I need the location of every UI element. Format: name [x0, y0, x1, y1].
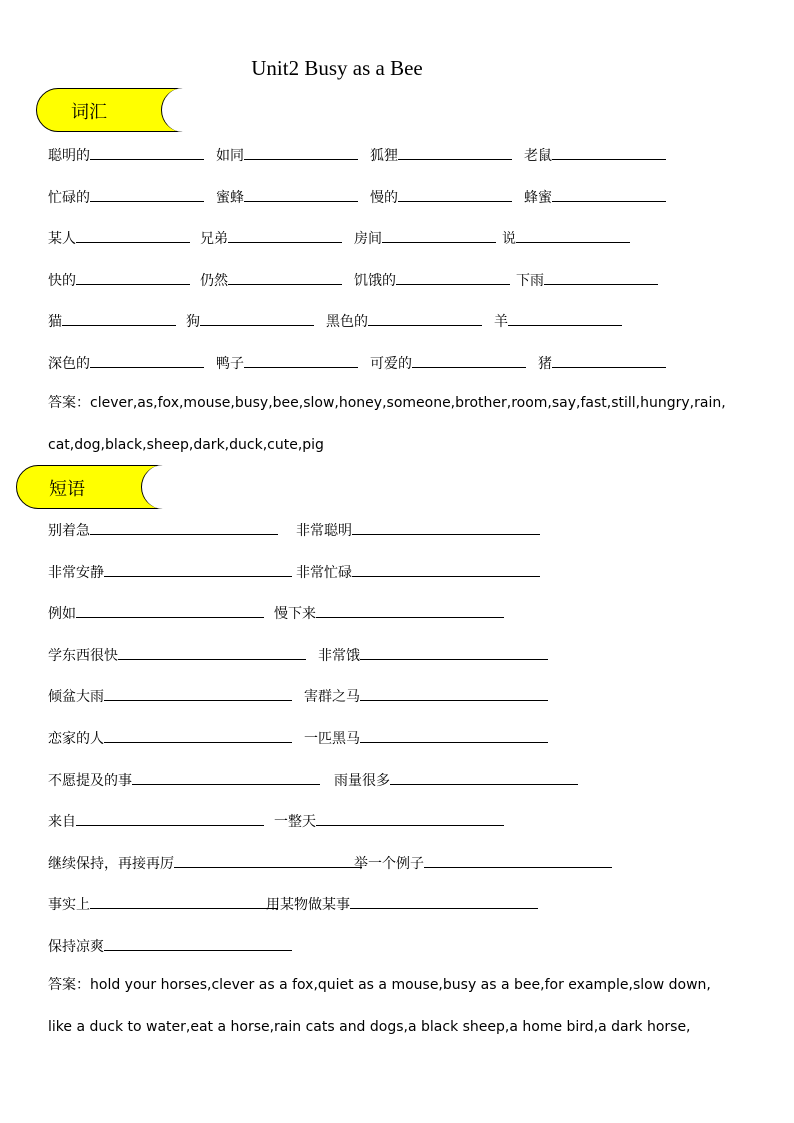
vocab-section-title: 词汇: [71, 102, 107, 123]
answer-blank[interactable]: [382, 228, 496, 243]
page-title: Unit2 Busy as a Bee: [251, 56, 423, 80]
phrases-prompt: 保持凉爽: [48, 939, 104, 955]
phrases-prompt: 用某物做某事: [266, 897, 350, 914]
phrases-prompt: 来自: [48, 814, 76, 831]
phrases-item: [354, 853, 612, 873]
vocab-item: [200, 228, 342, 248]
vocab-item: [216, 187, 358, 207]
answer-blank[interactable]: [62, 311, 176, 326]
answer-blank[interactable]: [368, 311, 482, 326]
vocab-item: [516, 270, 658, 290]
vocab-prompt: 羊: [494, 314, 508, 331]
vocab-prompt: 房间: [354, 231, 382, 248]
phrases-item: [48, 603, 264, 623]
vocab-prompt: 蜜蜂: [216, 189, 244, 206]
answer-blank[interactable]: [118, 645, 306, 660]
phrases-prompt: 倾盆大雨: [48, 689, 104, 706]
phrases-item: [304, 728, 548, 748]
phrases-item: [266, 894, 538, 914]
vocab-prompt: 狐狸: [370, 148, 398, 164]
answer-blank[interactable]: [360, 645, 548, 660]
phrases-item: [296, 520, 540, 540]
vocab-prompt: 忙碌的: [48, 189, 90, 206]
vocab-prompt: 猫: [48, 314, 62, 331]
answer-blank[interactable]: [244, 145, 358, 160]
vocab-item: [186, 311, 314, 331]
vocab-item: [370, 145, 512, 165]
phrases-prompt: 非常忙碌: [296, 564, 352, 581]
answer-blank[interactable]: [360, 686, 548, 701]
phrases-answer-line-2: like a duck to water,eat a horse,rain cats and dogs,a black sheep,a home bird,a dark horse,: [48, 1019, 691, 1035]
phrases-prompt: 雨量很多: [334, 772, 390, 789]
vocab-section-banner: [36, 88, 182, 132]
phrases-prompt: 别着急: [48, 523, 90, 539]
vocab-item: [48, 228, 190, 248]
phrases-prompt: 慢下来: [274, 606, 316, 623]
answer-blank[interactable]: [104, 562, 292, 577]
vocab-item: [200, 270, 342, 290]
vocab-prompt: 如同: [216, 148, 244, 164]
phrases-prompt: 一匹黑马: [304, 731, 360, 747]
answer-blank[interactable]: [316, 811, 504, 826]
answer-blank[interactable]: [508, 311, 622, 326]
vocab-item: [524, 187, 666, 207]
answer-blank[interactable]: [90, 894, 278, 909]
answer-blank[interactable]: [228, 228, 342, 243]
phrases-answer-line-1: 答案：hold your horses,clever as a fox,quiet as a mouse,busy as a bee,for example,slow down,: [48, 977, 711, 993]
vocab-item: [370, 187, 512, 207]
answer-blank[interactable]: [398, 145, 512, 160]
vocab-item: [48, 311, 176, 331]
vocab-prompt: 鸭子: [216, 356, 244, 372]
answer-blank[interactable]: [390, 770, 578, 785]
answer-blank[interactable]: [398, 187, 512, 202]
phrases-prompt: 学东西很快: [48, 647, 118, 664]
answer-blank[interactable]: [412, 353, 526, 368]
vocab-prompt: 说: [502, 231, 516, 248]
vocab-item: [326, 311, 482, 331]
answer-blank[interactable]: [316, 603, 504, 618]
phrases-prompt: 一整天: [274, 814, 316, 831]
vocab-answer-line-2: cat,dog,black,sheep,dark,duck,cute,pig: [48, 437, 324, 453]
vocab-item: [48, 270, 190, 290]
phrases-prompt: 非常安静: [48, 564, 104, 581]
phrases-prompt: 非常饿: [318, 647, 360, 664]
answer-blank[interactable]: [360, 728, 548, 743]
answer-blank[interactable]: [76, 270, 190, 285]
vocab-prompt: 快的: [48, 272, 76, 289]
phrases-item: [274, 811, 504, 831]
phrases-prompt: 举一个例子: [354, 855, 424, 872]
vocab-prompt: 深色的: [48, 356, 90, 372]
phrases-prompt: 事实上: [48, 897, 90, 914]
phrases-item: [48, 520, 278, 540]
vocab-prompt: 可爱的: [370, 356, 412, 372]
answer-blank[interactable]: [90, 145, 204, 160]
answer-blank[interactable]: [104, 686, 292, 701]
phrases-section-title: 短语: [49, 479, 85, 500]
vocab-prompt: 某人: [48, 231, 76, 248]
vocab-item: [494, 311, 622, 331]
vocab-item: [216, 353, 358, 373]
vocab-item: [48, 187, 204, 207]
answer-blank[interactable]: [552, 187, 666, 202]
vocab-prompt: 慢的: [370, 189, 398, 206]
phrases-prompt: 例如: [48, 606, 76, 623]
phrases-prompt: 害群之马: [304, 689, 360, 706]
answer-blank[interactable]: [516, 228, 630, 243]
answer-blank[interactable]: [76, 811, 264, 826]
answer-blank[interactable]: [424, 853, 612, 868]
phrases-item: [48, 770, 320, 790]
vocab-item: [216, 145, 358, 165]
phrases-item: [48, 936, 292, 956]
answer-blank[interactable]: [90, 520, 278, 535]
phrases-prompt: 恋家的人: [48, 731, 104, 747]
vocab-prompt: 兄弟: [200, 231, 228, 248]
vocab-item: [538, 353, 666, 373]
vocab-prompt: 饥饿的: [354, 272, 396, 289]
phrases-item: [334, 770, 578, 790]
phrases-section-banner: [16, 465, 162, 509]
vocab-prompt: 聪明的: [48, 148, 90, 164]
answer-blank[interactable]: [90, 353, 204, 368]
phrases-item: [274, 603, 504, 623]
vocab-prompt: 狗: [186, 314, 200, 331]
answer-blank[interactable]: [132, 770, 320, 785]
phrases-item: [48, 728, 292, 748]
phrases-item: [296, 562, 540, 582]
answer-blank[interactable]: [104, 728, 292, 743]
vocab-item: [48, 145, 204, 165]
phrases-item: [48, 811, 264, 831]
phrases-item: [48, 853, 362, 873]
answer-blank[interactable]: [90, 187, 204, 202]
vocab-prompt: 猪: [538, 356, 552, 372]
answer-blank[interactable]: [350, 894, 538, 909]
answer-blank[interactable]: [244, 187, 358, 202]
answer-blank[interactable]: [244, 353, 358, 368]
vocab-prompt: 蜂蜜: [524, 189, 552, 206]
answer-blank[interactable]: [200, 311, 314, 326]
answer-blank[interactable]: [76, 603, 264, 618]
vocab-item: [502, 228, 630, 248]
phrases-item: [318, 645, 548, 665]
answer-blank[interactable]: [552, 145, 666, 160]
phrases-item: [304, 686, 548, 706]
answer-blank[interactable]: [174, 853, 362, 868]
phrases-item: [48, 894, 278, 914]
answer-blank[interactable]: [104, 936, 292, 951]
phrases-item: [48, 645, 306, 665]
phrases-prompt: 非常聪明: [296, 523, 352, 539]
vocab-item: [370, 353, 526, 373]
vocab-item: [354, 270, 510, 290]
vocab-answer-line-1: 答案：clever,as,fox,mouse,busy,bee,slow,honey,someone,brother,room,say,fast,still,hungry,rain,: [48, 395, 726, 411]
vocab-item: [354, 228, 496, 248]
answer-blank[interactable]: [552, 353, 666, 368]
vocab-prompt: 黑色的: [326, 314, 368, 331]
vocab-prompt: 仍然: [200, 272, 228, 289]
answer-blank[interactable]: [352, 520, 540, 535]
phrases-prompt: 不愿提及的事: [48, 772, 132, 789]
answer-blank[interactable]: [396, 270, 510, 285]
answer-blank[interactable]: [76, 228, 190, 243]
answer-blank[interactable]: [228, 270, 342, 285]
vocab-prompt: 老鼠: [524, 148, 552, 164]
vocab-item: [48, 353, 204, 373]
phrases-item: [48, 686, 292, 706]
vocab-item: [524, 145, 666, 165]
vocab-prompt: 下雨: [516, 272, 544, 289]
answer-blank[interactable]: [352, 562, 540, 577]
answer-blank[interactable]: [544, 270, 658, 285]
phrases-item: [48, 562, 292, 582]
phrases-prompt: 继续保持，再接再厉: [48, 855, 174, 872]
